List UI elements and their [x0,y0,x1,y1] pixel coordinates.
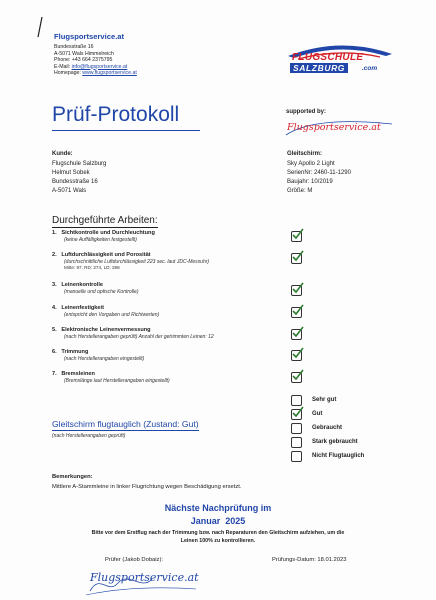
address-line: A-5071 Wals Himmelreich [54,50,114,57]
condition-checkbox-sehr-gut[interactable] [291,395,302,406]
company-name: Flugsportservice.at [54,32,125,41]
work-item-title: Luftdurchlässigkeit und Porosität [61,252,151,258]
work-checkbox[interactable] [291,329,302,340]
supported-by-label: supported by: [286,109,326,115]
work-item [52,371,292,384]
work-checkbox[interactable] [291,350,302,361]
condition-checkbox-stark-gebraucht[interactable] [291,437,302,448]
work-item-number: 7. [52,371,57,377]
pen-mark [36,16,44,38]
glider-line: Größe: M [287,188,313,194]
email-label: E-Mail: [54,63,71,70]
work-item-number: 3. [52,282,57,288]
work-item-number: 5. [52,327,57,333]
logo-suffix: .com [362,65,378,72]
homepage-row [54,70,137,77]
work-item-title: Leinenfestigkeit [61,305,104,311]
work-item-title: Trimmung [61,349,89,355]
work-checkbox[interactable] [291,307,302,318]
checkmark-icon [291,369,304,382]
work-checkbox[interactable] [291,285,302,296]
checkmark-icon [291,406,304,419]
work-item-number: 2. [52,252,57,258]
logo-text-top: FLUGSCHULE [292,52,364,63]
work-item-sub: (durchschnittliche Luftdurchlässigkeit 223 sec. laut JDC-Messuhr) [64,259,210,265]
homepage-label: Homepage: [54,70,81,76]
work-checkbox[interactable] [291,231,302,242]
work-item-sub: (nach Herstellerangaben geprüft) Anzahl der getrimmten Leinen: 12 [64,334,214,340]
inspector-label: Prüfer (Jakob Dobaiz): [105,557,163,563]
work-item-number: 6. [52,349,57,355]
inspection-date: Prüfungs-Datum: 18.01.2023 [272,557,347,563]
customer-line: Flugschule Salzburg [52,161,107,167]
work-checkbox[interactable] [291,372,302,383]
works-heading: Durchgeführte Arbeiten: [52,215,158,226]
sponsor-logo [284,120,394,138]
work-item-sub: (Bremslänge laut Herstellerangaben eingestellt) [64,378,170,384]
condition-label: Sehr gut [312,397,337,403]
work-item [52,305,292,318]
work-item-title: Elektronische Leinenvermessung [61,327,151,333]
page-title: Prüf-Protokoll [52,103,180,126]
logo-text-bottom: SALZBURG [290,63,348,73]
work-item-title: Bremsleinen [61,371,95,377]
checkmark-icon [291,228,304,241]
condition-label: Stark gebraucht [312,439,358,445]
work-item [52,252,292,271]
condition-checkbox-nicht-flugtauglich[interactable] [291,451,302,462]
condition-label: Nicht Flugtauglich [312,453,365,459]
sponsor-logo-text: Flugsportservice.at [287,122,381,133]
work-item-sub: (keine Auffälligkeiten festgestellt) [64,237,137,243]
work-item-note: Mitte: 97, RD: 274, LD: 298 [64,265,120,271]
work-item [52,327,292,340]
work-item [52,349,292,362]
work-item-number: 4. [52,305,57,311]
condition-checkbox-gut[interactable] [291,409,302,420]
checkmark-icon [291,326,304,339]
condition-statement: Gleitschirm flugtauglich (Zustand: Gut) [52,419,199,429]
work-item [52,282,292,295]
glider-line: Sky Apollo 2 Light [287,161,335,167]
glider-heading: Gleitschirm: [287,151,323,157]
condition-checkbox-gebraucht[interactable] [291,423,302,434]
title-underline [52,130,200,131]
work-item-sub: (entspricht den Vorgaben und Richtwerten) [64,312,160,318]
address-line: Phone: +43 664 2375795 [54,57,113,63]
work-item [52,230,292,243]
checkmark-icon [291,250,304,263]
checkmark-icon [291,304,304,317]
address-line: Bundesstraße 16 [54,44,94,50]
work-item-title: Sichtkontrolle und Durchleuchtung [61,230,155,236]
remarks-text: Mittlere A-Stammleine in linker Flugrichtung wegen Beschädigung ersetzt. [52,484,242,490]
work-item-sub: (manuelle und optische Kontrolle) [64,289,139,295]
condition-label: Gebraucht [312,425,343,431]
work-item-number: 1. [52,230,57,236]
glider-line: SerienNr: 2460-11-1290 [287,170,351,176]
customer-line: Helmut Sobek [52,170,90,176]
flugschule-salzburg-logo [280,38,400,82]
work-item-title: Leinenkontrolle [61,282,103,288]
customer-heading: Kunde: [52,151,73,157]
signature-stamp [82,565,202,597]
work-item-sub: (nach Herstellerangaben eingestellt) [64,356,145,362]
stamp-logo-text: Flugsportservice.at [90,571,199,584]
work-checkbox[interactable] [291,253,302,264]
checkmark-icon [291,282,304,295]
customer-line: Bundesstraße 16 [52,179,98,185]
next-check-note: Bitte vor dem Erstflug nach der Trimmung bzw. nach Reparaturen den Gleitschirm aufziehen, um die [91,530,345,536]
customer-line: A-5071 Wals [52,188,87,194]
condition-label: Gut [312,411,323,417]
email-link[interactable]: info@flugsportservice.at [71,63,128,70]
next-check-date: Januar 2025 [190,516,246,526]
checkmark-icon [291,347,304,360]
next-check-line1: Nächste Nachprüfung im [164,503,272,513]
next-check-note: Leinen 100% zu kontrollieren. [180,538,256,544]
remarks-heading: Bemerkungen: [52,474,93,480]
homepage-link[interactable]: www.flugsportservice.at [82,70,137,76]
condition-sub: (nach Herstellerangaben geprüft) [52,433,126,439]
glider-line: Baujahr: 10/2019 [287,179,333,185]
